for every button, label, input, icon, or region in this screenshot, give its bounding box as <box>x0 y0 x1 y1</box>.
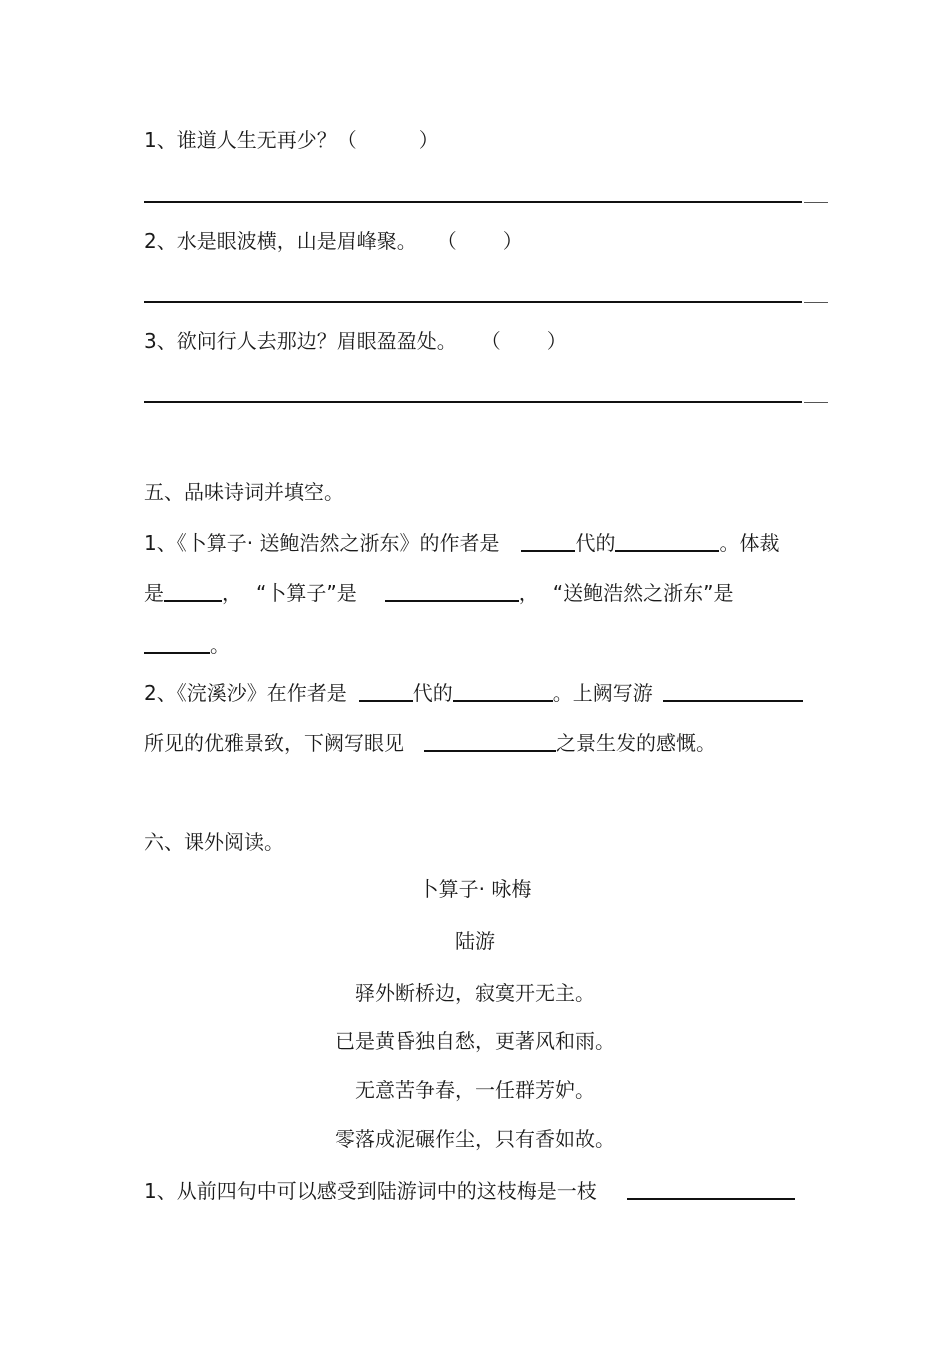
question-1 <box>144 128 439 152</box>
blank-author-2[interactable] <box>453 680 553 702</box>
answer-line-1-tail <box>804 202 828 203</box>
question-3-open-paren: （ <box>480 329 501 353</box>
item-2-ending: 之景生发的感慨。 <box>556 731 716 755</box>
section-6-question-1-text: 1、从前四句中可以感受到陆游词中的这枝梅是一枝 <box>144 1179 597 1203</box>
section-5-item-2-line-1 <box>144 680 803 705</box>
item-2-dynasty-suffix: 代的 <box>412 681 453 705</box>
item-1-comma-1: ， <box>222 581 242 605</box>
section-5-item-2-line-2 <box>144 730 716 755</box>
section-5-title: 五、品味诗词并填空。 <box>144 480 344 504</box>
item-1-title-label: “送鲍浩然之浙东”是 <box>552 581 734 605</box>
answer-line-3-tail <box>804 402 828 403</box>
item-1-genre-is: 是 <box>144 581 164 605</box>
item-1-author-label: 1、《卜算子· 送鲍浩然之浙东》的作者是 <box>144 531 500 555</box>
answer-line-2-tail <box>804 302 828 303</box>
item-2-author-label: 2、《浣溪沙》在作者是 <box>144 681 347 705</box>
question-2-text: 2、水是眼波横，山是眉峰聚。 <box>144 229 417 253</box>
question-2-open-paren: （ <box>436 229 457 253</box>
section-6-question-1 <box>144 1178 795 1203</box>
poem-line-1: 驿外断桥边，寂寞开无主。 <box>355 981 595 1005</box>
section-6-title: 六、课外阅读。 <box>144 830 284 854</box>
item-1-genre-label: 。体裁 <box>719 531 780 555</box>
item-1-dynasty-suffix: 代的 <box>575 531 616 555</box>
question-2 <box>144 229 523 253</box>
blank-genre[interactable] <box>164 580 222 602</box>
question-1-close-paren: ） <box>418 128 439 152</box>
question-3 <box>144 329 567 353</box>
question-3-close-paren: ） <box>546 329 567 353</box>
answer-line-3[interactable] <box>144 401 802 403</box>
blank-author-1[interactable] <box>615 530 719 552</box>
question-3-text: 3、欲问行人去那边？眉眼盈盈处。 <box>144 329 457 353</box>
poem-author: 陆游 <box>455 929 495 953</box>
item-2-upper-label: 。上阙写游 <box>552 681 653 705</box>
blank-travel-place[interactable] <box>663 680 803 702</box>
blank-scene[interactable] <box>424 730 556 752</box>
poem-line-2: 已是黄昏独自愁，更著风和雨。 <box>335 1029 615 1053</box>
item-2-lower-label: 所见的优雅景致，下阙写眼见 <box>144 731 404 755</box>
question-1-text: 1、谁道人生无再少？（ <box>144 128 357 152</box>
item-1-cipai-label: “卜算子”是 <box>256 581 357 605</box>
answer-line-1[interactable] <box>144 201 802 203</box>
section-5-item-1-line-3 <box>144 632 230 657</box>
section-5-item-1-line-1 <box>144 530 779 555</box>
blank-dynasty-2[interactable] <box>359 680 413 702</box>
blank-title[interactable] <box>144 632 210 654</box>
poem-line-3: 无意苦争春，一任群芳妒。 <box>355 1078 595 1102</box>
section-5-item-1-line-2 <box>144 580 733 605</box>
answer-line-2[interactable] <box>144 301 802 303</box>
item-1-period: 。 <box>210 633 230 657</box>
item-1-comma-2: ， <box>518 581 539 605</box>
poem-title: 卜算子· 咏梅 <box>418 877 532 901</box>
blank-cipai[interactable] <box>385 580 519 602</box>
blank-dynasty-1[interactable] <box>521 530 575 552</box>
question-2-close-paren: ） <box>502 229 523 253</box>
blank-plum-description[interactable] <box>627 1178 795 1200</box>
poem-line-4: 零落成泥碾作尘，只有香如故。 <box>335 1127 615 1151</box>
